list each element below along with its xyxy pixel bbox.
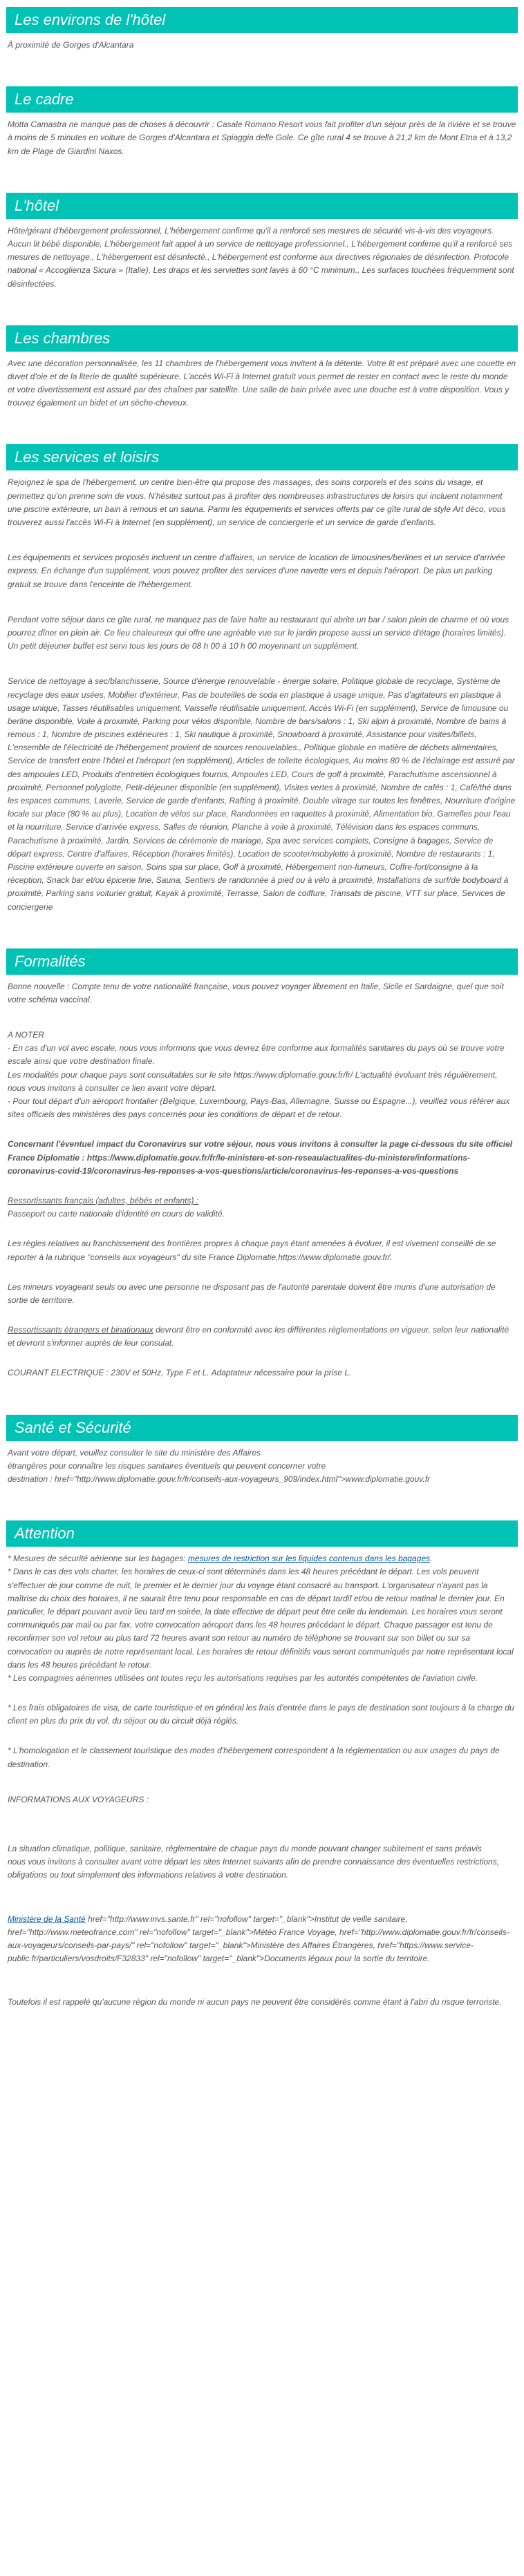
section-hotel — [6, 193, 518, 291]
etrangers-paragraph — [8, 1324, 516, 1350]
services-paragraph: Les équipements et services proposés incluent un centre d'affaires, un service de location de limousines/berlines et un service d'arrivée express. En échange d'un supplément, vous pouvez profiter des services d'une navette vers et depuis l'aéroport. De plus un parking gratuit se trouve dans l'enceinte de l'hébergement. — [8, 553, 505, 589]
page — [6, 0, 518, 2010]
section-title-hotel: L'hôtel — [6, 193, 518, 219]
links-paragraph — [8, 1913, 516, 1966]
a-noter-item: Les modalités pour chaque pays sont consultables sur le site https://www.diplomatie.gouv.fr/fr/ L'actualité évoluant très régulièrement, nous vous invitons à consulter ce lien avant votre départ. — [8, 1069, 498, 1093]
cadre-text: Motta Camastra ne manque pas de choses à découvrir : Casale Romano Resort vous fait profiter d'un séjour près de la rivière et se trouve à moins de 5 minutes en voiture de Gorges d'Alcantara et Spiaggia delle Gole. Ce gîte rural 4 se trouve à 21,2 km de Mont Etna et à 13,2 km de Plage de Giardini Naxos. — [8, 120, 516, 156]
etrangers-text: devront être en conformité avec les différentes réglementations en vigueur, selon leur nationalité et devront s'informer auprès de leur consulat. — [8, 1325, 509, 1348]
situation-text-2: nous vous invitons à consulter avant votre départ les sites Internet suivants afin de prendre connaissance des éventuelles restrictions, obligations ou tout simplement des informations relatives à votre destination. — [8, 1857, 500, 1880]
passeport-text: Passeport ou carte nationale d'identité en cours de validité. — [8, 1209, 225, 1219]
sante-line: destination : href="http://www.diplomatie.gouv.fr/fr/conseils-aux-voyageurs_909/index.html">www.diplomatie.gouv.fr — [8, 1474, 431, 1484]
attention-item: * Les frais obligatoires de visa, de carte touristique et en général les frais d'entrée dans le pays de destination sont toujours à la charge du client en plus du prix du vol, du séjour ou du circuit déjà réglés. — [8, 1703, 514, 1726]
section-attention — [6, 1520, 518, 2009]
liquides-restriction-link[interactable]: mesures de restriction sur les liquides contenus dans les bagages — [187, 1554, 431, 1564]
section-title-services: Les services et loisirs — [6, 444, 518, 470]
mineurs-text: Les mineurs voyageant seuls ou avec une personne ne disposant pas de l'autorité parentale doivent être munis d'une autorisation de sortie de territoire. — [8, 1281, 496, 1305]
ressortissants-francais-label: Ressortissants français (adultes, bébés et enfants) : — [8, 1195, 199, 1205]
attention-m1-prefix: * Mesures de sécurité aérienne sur les bagages: — [8, 1554, 188, 1564]
section-title-environs: Les environs de l'hôtel — [6, 7, 518, 33]
situation-text: La situation climatique, politique, sanitaire, réglementaire de chaque pays du monde pouvant changer subitement et sans préavis — [8, 1844, 482, 1853]
section-title-attention: Attention — [6, 1520, 518, 1547]
covid-notice: Concernant l'éventuel impact du Coronavirus sur votre séjour, nous vous invitons à consulter la page ci-dessous du site officiel France Diplomatie : https://www.diplomatie.gouv.fr/fr/le-ministere-et-son-reseau/actualites-du-ministere/informations-coronavirus-covid-19/coronavirus-les-reponses-a-vos-questions/article/coronavirus-les-reponses-a-vos-questions — [8, 1139, 513, 1176]
section-environs — [6, 7, 518, 52]
etrangers-label: Ressortissants étrangers et binationaux — [8, 1325, 153, 1335]
a-noter-label: A NOTER — [8, 1030, 44, 1040]
links-text: href="http://www.invs.sante.fr" rel="nofollow" target="_blank">Institut de veille sanitaire, href="http://www.meteofrance.com" rel="nofollow" target="_blank">Météo France Voyage, href="http://www.diplomatie.gouv.fr/fr/conseils-aux-voyageurs/conseils-par-pays/" rel="nofollow" target="_blank">Ministère des Affaires Étrangères, href="https://www.service-public.fr/particuliers/vosdroits/F32833" rel="nofollow" target="_blank">Documents légaux pour la sortie du territoire. — [8, 1914, 509, 1964]
sante-line: étrangères pour connaître les risques sanitaires éventuels qui peuvent concerner votre — [8, 1460, 326, 1471]
section-cadre — [6, 86, 518, 158]
services-paragraph: Pendant votre séjour dans ce gîte rural, ne manquez pas de faire halte au restaurant qui abrite un bar / salon plein de charme et où vous pourrez dîner en plein air. Ce lieu chaleureux qui offre une agréable vue sur le jardin propose aussi un service d'étage (horaires limités). Un petit déjeuner buffet est servi tous les jours de 08 h 00 à 10 h 00 moyennant un supplément. — [8, 614, 509, 651]
attention-item: * L'homologation et le classement touristique des modes d'hébergement correspondent à la réglementation ou aux usages du pays de destination. — [8, 1746, 500, 1769]
sante-line: Avant votre départ, veuillez consulter le site du ministère des Affaires — [8, 1447, 261, 1458]
section-title-sante: Santé et Sécurité — [6, 1415, 518, 1441]
attention-item: * Les compagnies aériennes utilisées ont toutes reçu les autorisations requises par les autorités compétentes de l'aviation civile. — [8, 1672, 478, 1683]
attention-m1-suffix: . — [430, 1554, 433, 1564]
section-title-chambres: Les chambres — [6, 325, 518, 352]
informations-voyageurs-label: INFORMATIONS AUX VOYAGEURS : — [8, 1794, 149, 1804]
section-chambres — [6, 325, 518, 410]
ministere-sante-link[interactable]: Ministère de la Santé — [8, 1914, 86, 1924]
environs-text: À proximité de Gorges d'Alcantara — [8, 40, 134, 50]
services-amenities-list: Service de nettoyage à sec/blanchisserie, Source d'énergie renouvelable - énergie solaire, Politique globale de recyclage, Système de recyclage des eaux usées, Mobilier d'extérieur, Pas de bouteilles de soda en plastique à usage unique, Pas d'agitateurs en plastique à usage unique, Tasses réutilisables uniquement, Vaisselle réutilisable uniquement, Accès Wi-Fi (en supplément), Service de limousine ou berline disponible, Voile à proximité, Parking pour vélos disponible, Nombre de bars/salons : 1, Ski alpin à proximité, Nombre de bains à remous : 1, Nombre de piscines extérieures : 1, Ski nautique à proximité, Snowboard à proximité, Assistance pour visites/billets, L'ensemble de l'électricité de l'hébergement provient de sources renouvelables., Politique globale en matière de déchets alimentaires, Service de transfert entre l'hôtel et l'aéroport (en supplément), Articles de toilette écologiques, Au moins 80 % de l'éclairage est assuré par des ampoules LED, Produits d'entretien écologiques fournis, Ampoules LED, Cours de golf à proximité, Parachutisme ascensionnel à proximité, Personnel polyglotte, Petit-déjeuner disponible (en supplément), Visites vertes à proximité, Nombre de cafés : 1, Café/thé dans les espaces communs, Laverie, Service de garde d'enfants, Rafting à proximité, Double vitrage sur toutes les fenêtres, Nourriture d'origine locale sur place (80 % au plus), Location de vélos sur place, Randonnées en raquettes à proximité, Alimentation bio, Gamelles pour l'eau et la nourriture, Service d'arrivée express, Salles de réunion, Planche à voile à proximité, Télévision dans les espaces communs, Parachutisme à proximité, Jardin, Services de cérémonie de mariage, Spa avec services complets, Consigne à bagages, Service de départ express, Centre d'affaires, Réception (horaires limités), Location de scooter/mobylette à proximité, Nombre de restaurants : 1, Piscine extérieure ouverte en saison, Soins spa sur place, Golf à proximité, Hébergement non-fumeurs, Coffre-fort/consigne à la réception, Snack bar et/ou épicerie fine, Sauna, Sentiers de randonnée à pied ou à vélo à proximité, Installations de surf/de bodyboard à proximité, Parking sans voiturier gratuit, Kayak à proximité, Terrasse, Salon de coiffure, Transats de piscine, VTT sur place, Services de conciergerie — [8, 676, 516, 912]
section-title-formalites: Formalités — [6, 948, 518, 975]
attention-item: * Dans le cas des vols charter, les horaires de ceux-ci sont déterminés dans les 48 heures précédant le départ. Les vols peuvent s'effectuer de jour comme de nuit, le premier et le dernier jour du voyage étant consacré au transport. L'organisateur n'ayant pas la maîtrise du choix des horaires, il ne saurait être tenu pour responsable en cas de départ tardif et/ou de retour matinal le dernier jour. En particulier, le départ pouvant avoir lieu tard en soirée, la date effective de départ peut être celle du lendemain. Les horaires vous seront communiqués par mail ou par fax, votre convocation aéroport dans les 48 heures précédant le départ. Chaque passager est tenu de reconfirmer son vol retour au plus tard 72 heures avant son retour au numéro de téléphone se trouvant sur son billet ou sur sa convocation ou auprès de notre représentant local. Les horaires de retour définitifs vous seront communiqués par notre représentant local dans les 48 heures précédant le retour. — [8, 1567, 514, 1670]
hotel-text: Hôte/gérant d'hébergement professionnel, L'hébergement confirme qu'il a renforcé ses mesures de sécurité vis-à-vis des voyageurs. Aucun lit bébé disponible, L'hébergement fait appel à un service de nettoyage professionnel., L'hébergement confirme qu'il a renforcé ses mesures de nettoyage., L'hébergement est désinfecté., L'hébergement est conforme aux directives régionales de désinfection. Protocole national « Accoglienza Sicura » (Italie), Les draps et les serviettes sont lavés à 60 °C minimum., Les surfaces touchées fréquemment sont désinfectées. — [8, 225, 514, 289]
terror-notice: Toutefois il est rappelé qu'aucune région du monde ni aucun pays ne peuvent être considérés comme étant à l'abri du risque terroriste. — [8, 1997, 502, 2007]
section-title-cadre: Le cadre — [6, 86, 518, 113]
section-sante — [6, 1415, 518, 1487]
chambres-text: Avec une décoration personnalisée, les 11 chambres de l'hébergement vous invitent à la détente. Votre lit est préparé avec une couette en duvet d'oie et de la literie de qualité supérieure. L'accès Wi-Fi à Internet gratuit vous permet de rester en contact avec le reste du monde et votre divertissement est assuré par des chaînes par satellite. Une salle de bain privée avec une douche est à votre disposition. Vous y trouvez également un bidet et un sèche-cheveux. — [8, 358, 516, 408]
attention-mesures-bagages — [8, 1552, 516, 1565]
regles-text: Les règles relatives au franchissement des frontières propres à chaque pays étant amenées à évoluer, il est vivement conseillé de se reporter à la rubrique "conseils aux voyageurs" du site France Diplomatie,https://www.diplomatie.gouv.fr/. — [8, 1239, 496, 1262]
a-noter-item: - Pour tout départ d'un aéroport frontalier (Belgique, Luxembourg, Pays-Bas, Allemagne, Suisse ou Espagne...), veuillez vous référer aux sites officiels des ministères des pays concernés pour les conditions de départ et de retour. — [8, 1096, 510, 1120]
a-noter-item: - En cas d'un vol avec escale, nous vous informons que vous devrez être conforme aux formalités sanitaires du pays où se trouve votre escale ainsi que votre destination finale. — [8, 1043, 505, 1067]
courant-electrique-text: COURANT ELECTRIQUE : 230V et 50Hz, Type F et L. Adaptateur nécessaire pour la prise L. — [8, 1368, 352, 1378]
section-formalites — [6, 948, 518, 1380]
formalites-intro: Bonne nouvelle : Compte tenu de votre nationalité française, vous pouvez voyager librement en Italie, Sicile et Sardaigne, quel que soit votre schéma vaccinal. — [8, 981, 504, 1004]
section-services — [6, 444, 518, 913]
services-paragraph: Rejoignez le spa de l'hébergement, un centre bien-être qui propose des massages, des soins corporels et des soins du visage, et permettez qu'on prenne soin de vous. N'hésitez surtout pas à profiter des nombreuses infrastructures de loisirs qui incluent notamment une piscine extérieure, un bain à remous et un sauna. Parmi les équipements et services offerts par ce gîte rural de style Art déco, vous trouverez aussi l'accès Wi-Fi à Internet (en supplément), un service de conciergerie et un service de garde d'enfants. — [8, 477, 506, 527]
